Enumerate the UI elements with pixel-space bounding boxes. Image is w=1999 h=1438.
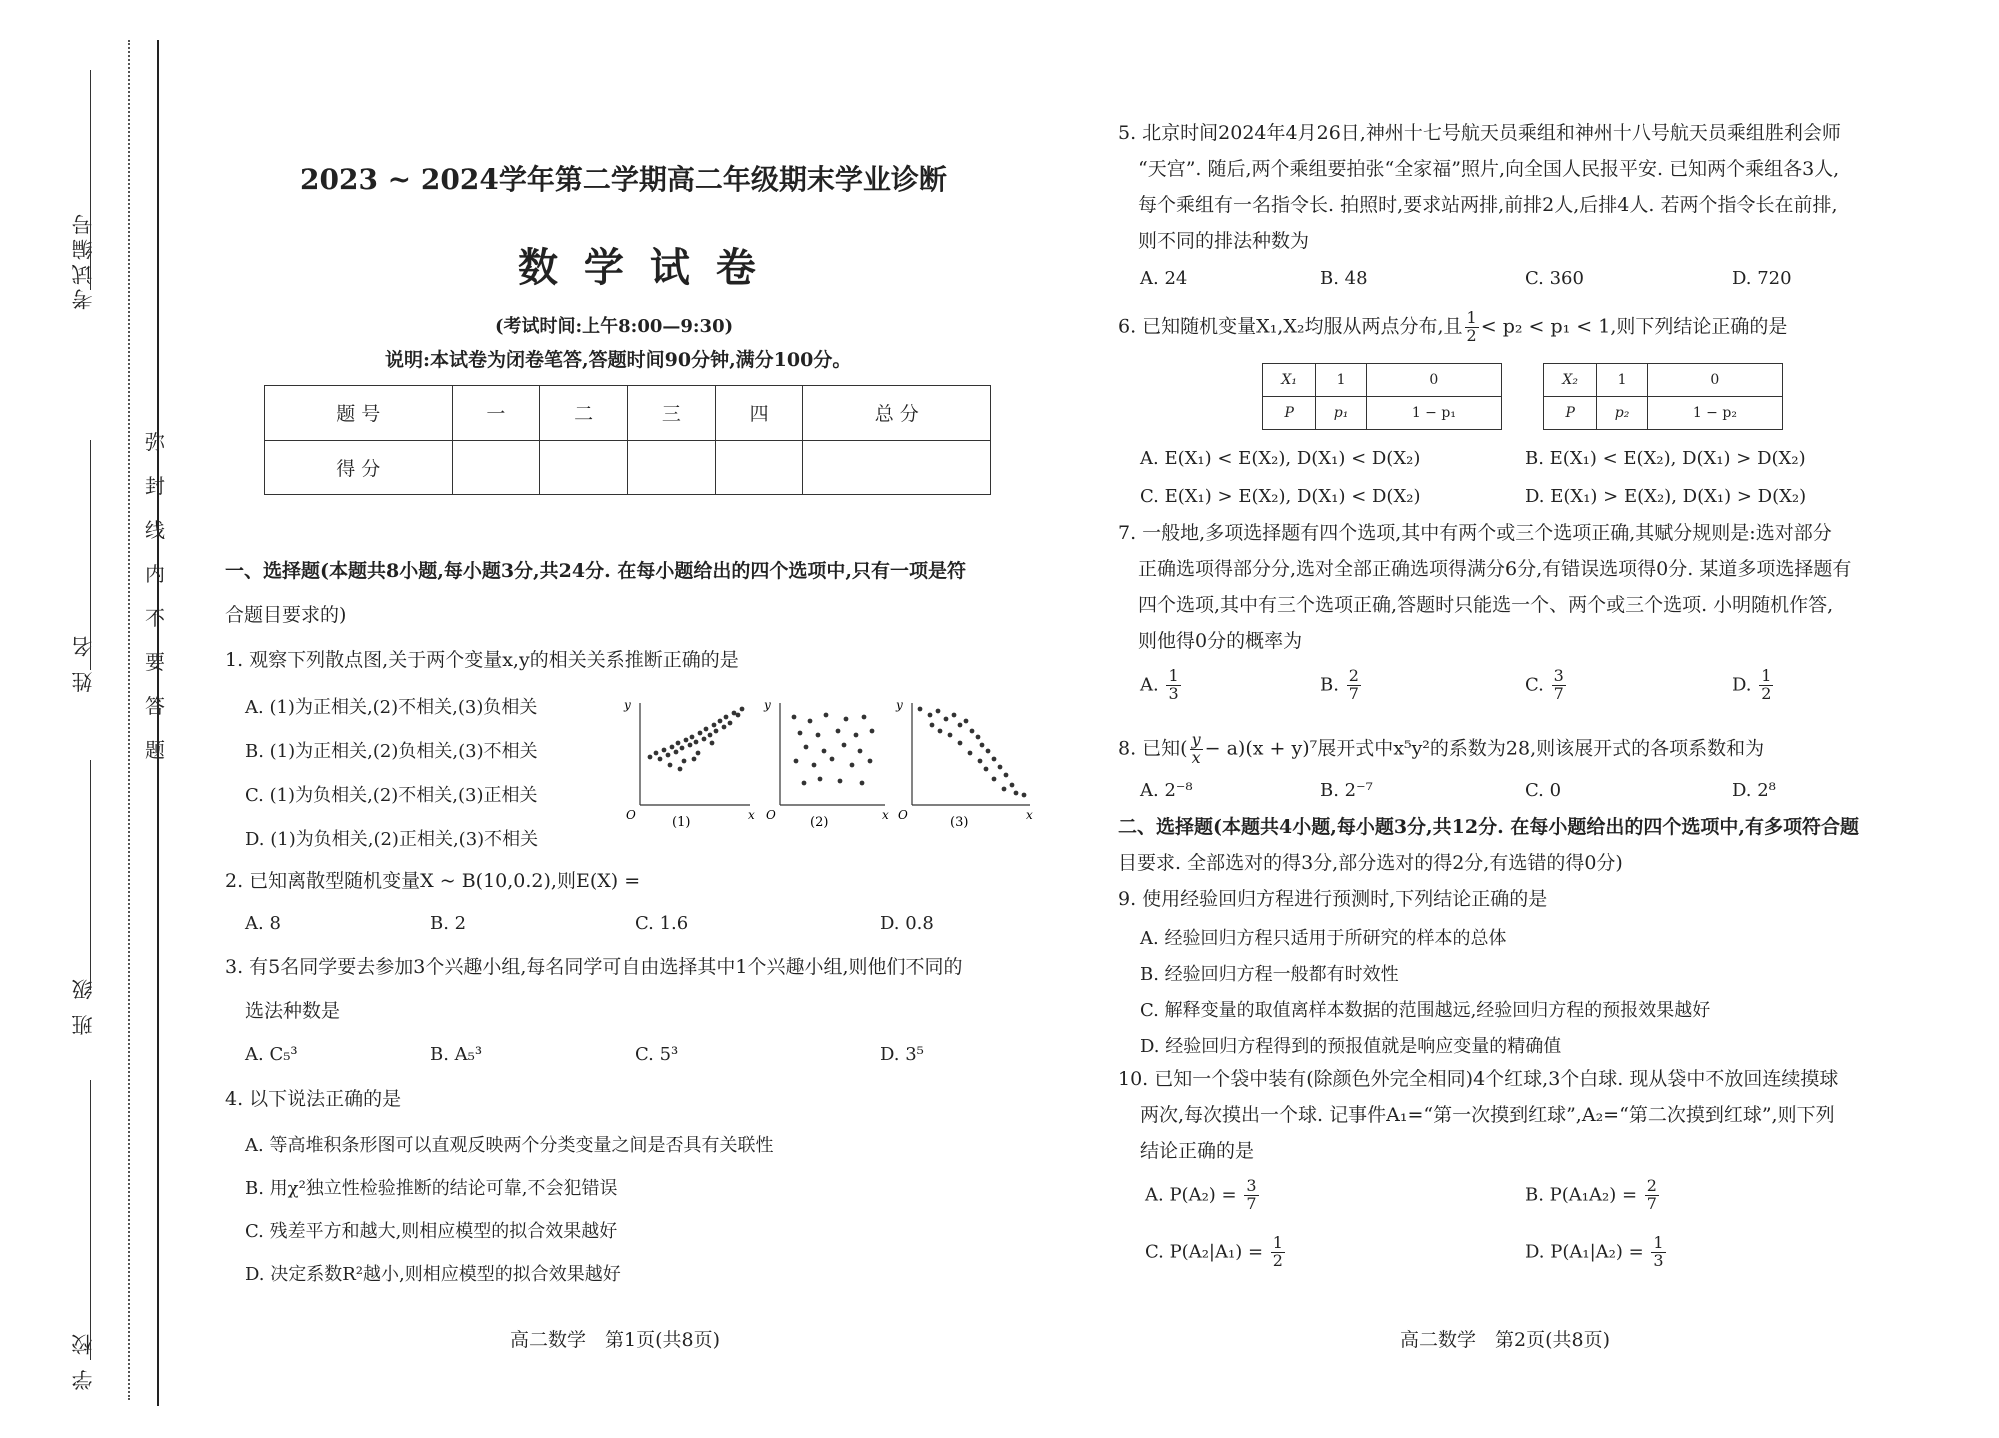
q8-frac-den: x — [1191, 747, 1201, 767]
scatter-dot — [662, 748, 667, 753]
q10-line-3: 结论正确的是 — [1140, 1140, 1255, 1162]
dist2-cell: p₂ — [1597, 397, 1647, 430]
exam-time: (考试时间:上午8:00—9:30) — [495, 316, 734, 337]
q7-a-letter: A. — [1140, 674, 1159, 696]
q3-option-b: B. A₅³ — [430, 1044, 483, 1065]
frac-num: 1 — [1653, 1233, 1664, 1252]
q2-option-b: B. 2 — [430, 913, 467, 934]
scatter-plot-2 — [763, 698, 889, 830]
q9-stem: 9. 使用经验回归方程进行预测时,下列结论正确的是 — [1118, 888, 1548, 910]
q3-option-a: A. C₅³ — [245, 1044, 298, 1065]
scatter-plot-1 — [623, 698, 755, 830]
q7-c-letter: C. — [1525, 674, 1544, 696]
score-header-cell: 一 — [452, 386, 540, 441]
q6-option-a: A. E(X₁) < E(X₂), D(X₁) < D(X₂) — [1140, 448, 1421, 469]
scatter-dot — [976, 735, 981, 740]
scatter-dot — [648, 755, 653, 760]
frac-den: 2 — [1272, 1250, 1283, 1270]
scatter-dot — [838, 779, 843, 784]
q5-option-d: D. 720 — [1732, 268, 1792, 289]
section1-heading-cont: 合题目要求的) — [225, 604, 347, 626]
score-header-cell: 四 — [715, 386, 803, 441]
scatter-dot — [704, 727, 709, 732]
scatter-dot — [1014, 791, 1019, 796]
score-row-label: 得 分 — [265, 440, 453, 495]
dist1-cell: p₁ — [1316, 397, 1366, 430]
q7-option-c — [1525, 668, 1568, 703]
scatter-dot — [816, 733, 821, 738]
subject-title: 数 学 试 卷 — [518, 244, 762, 291]
q10-option-a — [1145, 1178, 1261, 1213]
q6-fraction — [1465, 310, 1479, 345]
q7-d-letter: D. — [1732, 674, 1752, 696]
q10-option-c — [1145, 1235, 1287, 1270]
dist2-cell: X₂ — [1544, 364, 1597, 397]
scatter-dot — [992, 757, 997, 762]
q8-stem-a: 8. 已知( — [1118, 737, 1188, 760]
scatter-dot — [792, 715, 797, 720]
score-header-cell: 总 分 — [803, 386, 991, 441]
q10-line-1: 10. 已知一个袋中装有(除颜色外完全相同)4个红球,3个白球. 现从袋中不放回连续摸球 — [1118, 1068, 1839, 1090]
q2-option-d: D. 0.8 — [880, 913, 934, 934]
scatter-dot — [724, 715, 729, 720]
scatter-dot — [692, 757, 697, 762]
q1-option-c: C. (1)为负相关,(2)不相关,(3)正相关 — [245, 785, 538, 806]
scatter-dot — [998, 765, 1003, 770]
q5-line-1: 5. 北京时间2024年4月26日,神州十七号航天员乘组和神州十八号航天员乘组胜利会师 — [1118, 122, 1841, 144]
q1-option-a: A. (1)为正相关,(2)不相关,(3)负相关 — [245, 697, 538, 718]
scatter-dot — [968, 751, 973, 756]
q5-option-c: C. 360 — [1525, 268, 1584, 289]
q10-option-d — [1525, 1235, 1668, 1270]
scatter-dot — [676, 741, 681, 746]
scatter-dot — [714, 729, 719, 734]
dist1-cell: P — [1263, 397, 1316, 430]
scatter-dot — [824, 713, 829, 718]
plot1-y-label: y — [624, 698, 631, 712]
scatter-dot — [708, 733, 713, 738]
page1-footer: 高二数学 第1页(共8页) — [510, 1329, 721, 1351]
scatter-dot — [798, 731, 803, 736]
q10-c-frac — [1271, 1235, 1285, 1270]
scatter-dot — [710, 741, 715, 746]
q10-a-frac — [1244, 1178, 1258, 1213]
seal-dotted-line — [128, 40, 131, 1400]
dist2-cell: 0 — [1647, 364, 1782, 397]
frac-num: 2 — [1348, 666, 1359, 685]
class-label: 班 级 — [71, 975, 95, 1036]
plot3-y-label: y — [896, 698, 903, 712]
scatter-dot — [970, 729, 975, 734]
frac-den: 2 — [1761, 683, 1772, 703]
q7-d-frac — [1759, 668, 1773, 703]
scatter-dot — [938, 729, 943, 734]
dist2-cell: P — [1544, 397, 1597, 430]
q10-b-frac — [1645, 1178, 1659, 1213]
q7-b-frac — [1347, 668, 1361, 703]
frac-den: 3 — [1168, 683, 1179, 703]
scatter-dot — [696, 751, 701, 756]
plot2-x-label: x — [882, 808, 889, 822]
plot2-y-label: y — [764, 698, 771, 712]
scatter-dot — [666, 753, 671, 758]
q1-option-d: D. (1)为负相关,(2)正相关,(3)不相关 — [245, 829, 539, 850]
q6-option-b: B. E(X₁) < E(X₂), D(X₁) > D(X₂) — [1525, 448, 1806, 469]
q4-option-b: B. 用χ²独立性检验推断的结论可靠,不会犯错误 — [245, 1178, 618, 1199]
q8-stem — [1118, 732, 1764, 767]
scatter-dot — [936, 709, 941, 714]
scatter-dot — [690, 735, 695, 740]
q3-option-c: C. 5³ — [635, 1044, 679, 1065]
exam-title: 2023 ~ 2024学年第二学期高二年级期末学业诊断 — [300, 163, 947, 196]
scatter-dot — [958, 723, 963, 728]
q4-stem: 4. 以下说法正确的是 — [225, 1088, 402, 1110]
scatter-dot — [808, 719, 813, 724]
dist2-cell: 1 − p₂ — [1647, 397, 1782, 430]
q4-option-d: D. 决定系数R²越小,则相应模型的拟合效果越好 — [245, 1264, 621, 1285]
scatter-dot — [980, 743, 985, 748]
scatter-dot — [718, 719, 723, 724]
scatter-dot — [668, 763, 673, 768]
scatter-dot — [986, 749, 991, 754]
scatter-dot — [822, 749, 827, 754]
scatter-dot — [694, 740, 699, 745]
scatter-dot — [818, 777, 823, 782]
scatter-dot — [1022, 793, 1027, 798]
score-input-cell[interactable] — [452, 440, 540, 495]
q6-stem — [1118, 310, 1787, 345]
q8-option-a: A. 2⁻⁸ — [1140, 780, 1193, 801]
q8-fraction — [1190, 732, 1203, 767]
name-label: 姓 名 — [71, 632, 95, 693]
scatter-dot — [944, 717, 949, 722]
q6-stem-b: < p₂ < p₁ < 1,则下列结论正确的是 — [1480, 315, 1788, 338]
q9-option-c: C. 解释变量的取值离样本数据的范围越远,经验回归方程的预报效果越好 — [1140, 1000, 1711, 1021]
scatter-dot — [958, 741, 963, 746]
q10-c-expr: C. P(A₂|A₁) = — [1145, 1241, 1264, 1263]
q6-stem-a: 6. 已知随机变量X₁,X₂均服从两点分布,且 — [1118, 315, 1463, 338]
scatter-dot — [674, 750, 679, 755]
scatter-dot — [948, 733, 953, 738]
scatter-dot — [844, 717, 849, 722]
q10-d-frac — [1651, 1235, 1665, 1270]
q10-d-expr: D. P(A₁|A₂) = — [1525, 1241, 1644, 1263]
q7-line-4: 则他得0分的概率为 — [1138, 630, 1303, 652]
frac-den: 3 — [1653, 1250, 1664, 1270]
scatter-dot — [1010, 783, 1015, 788]
scatter-dot — [868, 759, 873, 764]
q7-line-3: 四个选项,其中有三个选项正确,答题时只能选一个、两个或三个选项. 小明随机作答, — [1138, 594, 1834, 616]
exam-no-line — [90, 70, 92, 290]
scatter-dot — [688, 743, 693, 748]
q7-option-b — [1320, 668, 1363, 703]
scatter-dot — [794, 759, 799, 764]
scatter-dot — [698, 731, 703, 736]
scatter-dot — [654, 751, 659, 756]
score-table — [264, 385, 991, 495]
q8-stem-b: − a)(x + y)⁷展开式中x⁵y²的系数为28,则该展开式的各项系数和为 — [1204, 737, 1765, 760]
q3-stem-cont: 选法种数是 — [245, 1000, 341, 1022]
scatter-dot — [836, 729, 841, 734]
q2-option-c: C. 1.6 — [635, 913, 689, 934]
scatter-dot — [712, 723, 717, 728]
frac-num: 1 — [1761, 666, 1772, 685]
scatter-dot — [678, 767, 683, 772]
q7-b-letter: B. — [1320, 674, 1339, 696]
q7-option-d — [1732, 668, 1775, 703]
dist1-cell: 0 — [1366, 364, 1501, 397]
q2-option-a: A. 8 — [245, 913, 281, 934]
scatter-dot — [804, 745, 809, 750]
q7-line-2: 正确选项得部分分,选对全部正确选项得满分6分,有错误选项得0分. 某道多项选择题有 — [1138, 558, 1852, 580]
q10-option-b — [1525, 1178, 1661, 1213]
scatter-dot — [860, 781, 865, 786]
scatter-dot — [684, 738, 689, 743]
score-header-cell: 题 号 — [265, 386, 453, 441]
q6-option-d: D. E(X₁) > E(X₂), D(X₁) > D(X₂) — [1525, 486, 1807, 507]
score-input-cell[interactable] — [803, 440, 991, 495]
q5-option-b: B. 48 — [1320, 268, 1368, 289]
scatter-plots — [620, 695, 1040, 830]
frac-den: 7 — [1348, 683, 1359, 703]
frac-num: 1 — [1168, 666, 1179, 685]
scatter-dot — [812, 763, 817, 768]
q7-option-a — [1140, 668, 1183, 703]
frac-den: 7 — [1553, 683, 1564, 703]
section2-heading: 二、选择题(本题共4小题,每小题3分,共12分. 在每小题给出的四个选项中,有多项符合题 — [1118, 816, 1859, 838]
scatter-dot — [682, 759, 687, 764]
scatter-dot — [858, 749, 863, 754]
scatter-plot-3 — [895, 698, 1033, 830]
q1-stem: 1. 观察下列散点图,关于两个变量x,y的相关关系推断正确的是 — [225, 649, 739, 671]
dist1-cell: X₁ — [1263, 364, 1316, 397]
scatter-dot — [978, 759, 983, 764]
section1-heading: 一、选择题(本题共8小题,每小题3分,共24分. 在每小题给出的四个选项中,只有一项是符 — [225, 560, 966, 582]
plot1-origin: O — [626, 808, 636, 822]
scatter-dot — [702, 737, 707, 742]
q6-option-c: C. E(X₁) > E(X₂), D(X₁) < D(X₂) — [1140, 486, 1421, 507]
seal-notice: 弥 封 线 内 不 要 答 题 — [145, 430, 165, 762]
scatter-dot — [658, 757, 663, 762]
q10-a-expr: A. P(A₂) = — [1145, 1184, 1237, 1206]
scatter-dot — [992, 777, 997, 782]
dist1-cell: 1 − p₁ — [1366, 397, 1501, 430]
q8-option-b: B. 2⁻⁷ — [1320, 780, 1373, 801]
page2-footer: 高二数学 第2页(共8页) — [1400, 1329, 1611, 1351]
plot3-x-label: x — [1026, 808, 1033, 822]
q8-frac-num: y — [1191, 730, 1201, 749]
dist2-cell: 1 — [1597, 364, 1647, 397]
q8-option-c: C. 0 — [1525, 780, 1562, 801]
scatter-dot — [854, 733, 859, 738]
frac-num: 2 — [1646, 1176, 1657, 1195]
q5-line-2: “天宫”. 随后,两个乘组要拍张“全家福”照片,向全国人民报平安. 已知两个乘组各3人, — [1138, 158, 1840, 180]
school-label: 学 校 — [71, 1330, 95, 1391]
scatter-dot — [842, 743, 847, 748]
seal-solid-line — [157, 40, 160, 1406]
distribution-table-x2 — [1543, 363, 1783, 430]
scatter-dot — [928, 713, 933, 718]
q6-frac-den: 2 — [1466, 325, 1477, 345]
school-line — [90, 1080, 92, 1360]
q2-stem: 2. 已知离散型随机变量X ~ B(10,0.2),则E(X) = — [225, 870, 641, 892]
plot1-x-label: x — [748, 808, 755, 822]
q9-option-a: A. 经验回归方程只适用于所研究的样本的总体 — [1140, 928, 1507, 949]
exam-note: 说明:本试卷为闭卷笔答,答题时间90分钟,满分100分。 — [385, 349, 852, 371]
plot3-caption: (3) — [950, 815, 969, 830]
q5-line-3: 每个乘组有一名指令长. 拍照时,要求站两排,前排2人,后排4人. 若两个指令长在前排, — [1138, 194, 1838, 216]
q10-b-expr: B. P(A₁A₂) = — [1525, 1184, 1638, 1206]
q4-option-a: A. 等高堆积条形图可以直观反映两个分类变量之间是否具有关联性 — [245, 1135, 774, 1156]
scatter-dot — [728, 721, 733, 726]
scatter-dot — [930, 723, 935, 728]
q6-frac-num: 1 — [1466, 308, 1477, 327]
score-header-cell: 三 — [627, 386, 715, 441]
score-header-cell: 二 — [540, 386, 628, 441]
q1-option-b: B. (1)为正相关,(2)负相关,(3)不相关 — [245, 741, 538, 762]
frac-den: 7 — [1246, 1193, 1257, 1213]
q7-line-1: 7. 一般地,多项选择题有四个选项,其中有两个或三个选项正确,其赋分规则是:选对部分 — [1118, 522, 1832, 544]
score-input-cell[interactable] — [715, 440, 803, 495]
plot1-caption: (1) — [672, 815, 691, 830]
score-input-cell[interactable] — [540, 440, 628, 495]
scatter-dot — [722, 725, 727, 730]
scatter-dot — [740, 707, 745, 712]
scatter-dot — [1004, 773, 1009, 778]
frac-num: 1 — [1272, 1233, 1283, 1252]
exam-no-label: 考试编号 — [71, 210, 95, 310]
q7-a-frac — [1166, 668, 1180, 703]
scatter-dot — [952, 713, 957, 718]
scatter-dot — [802, 781, 807, 786]
scatter-dot — [1002, 787, 1007, 792]
q10-line-2: 两次,每次摸出一个球. 记事件A₁=“第一次摸到红球”,A₂=“第二次摸到红球”,则下列 — [1140, 1104, 1835, 1126]
scatter-dot — [736, 713, 741, 718]
scatter-dot — [964, 719, 969, 724]
plot3-origin: O — [898, 808, 908, 822]
dist1-cell: 1 — [1316, 364, 1366, 397]
q5-line-4: 则不同的排法种数为 — [1138, 230, 1310, 252]
scatter-dot — [870, 729, 875, 734]
name-line — [90, 440, 92, 670]
scatter-dot — [850, 763, 855, 768]
scatter-dot — [862, 715, 867, 720]
q8-option-d: D. 2⁸ — [1732, 780, 1776, 801]
distribution-table-x1 — [1262, 363, 1502, 430]
frac-num: 3 — [1246, 1176, 1257, 1195]
plot2-origin: O — [766, 808, 776, 822]
scatter-dot — [830, 757, 835, 762]
scatter-dot — [680, 746, 685, 751]
frac-num: 3 — [1553, 666, 1564, 685]
scatter-dot — [984, 767, 989, 772]
plot2-caption: (2) — [810, 815, 829, 830]
section2-heading-cont: 目要求. 全部选对的得3分,部分选对的得2分,有选错的得0分) — [1118, 852, 1623, 874]
score-input-cell[interactable] — [627, 440, 715, 495]
q4-option-c: C. 残差平方和越大,则相应模型的拟合效果越好 — [245, 1221, 618, 1242]
frac-den: 7 — [1646, 1193, 1657, 1213]
q3-stem: 3. 有5名同学要去参加3个兴趣小组,每名同学可自由选择其中1个兴趣小组,则他们不同的 — [225, 956, 963, 978]
q7-c-frac — [1552, 668, 1566, 703]
scatter-dot — [918, 707, 923, 712]
scatter-dot — [670, 745, 675, 750]
q5-option-a: A. 24 — [1140, 268, 1188, 289]
q9-option-b: B. 经验回归方程一般都有时效性 — [1140, 964, 1399, 985]
class-line — [90, 760, 92, 990]
q9-option-d: D. 经验回归方程得到的预报值就是响应变量的精确值 — [1140, 1036, 1562, 1057]
q3-option-d: D. 3⁵ — [880, 1044, 924, 1065]
